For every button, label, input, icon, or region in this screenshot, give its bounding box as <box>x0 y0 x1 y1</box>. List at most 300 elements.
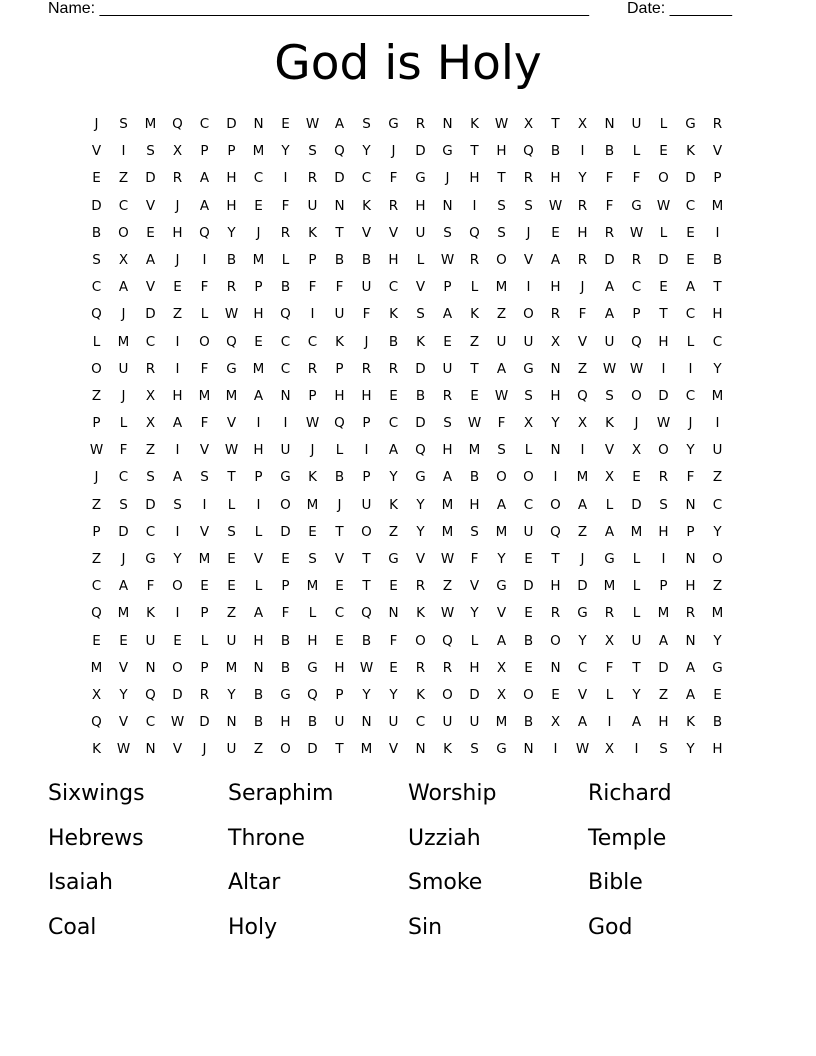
grid-letter: K <box>470 306 479 323</box>
grid-letter: B <box>415 387 426 404</box>
grid-letter: C <box>388 279 399 296</box>
grid-letter: F <box>389 632 398 649</box>
grid-letter: H <box>712 741 723 758</box>
grid-letter: E <box>443 333 452 350</box>
grid-letter: M <box>252 143 265 160</box>
grid-letter: S <box>119 116 128 132</box>
grid-letter: I <box>715 415 720 432</box>
grid-letter: B <box>712 251 723 268</box>
grid-letter: R <box>712 116 723 132</box>
grid-letter: P <box>632 306 641 323</box>
grid-letter: O <box>712 551 723 567</box>
grid-letter: V <box>523 251 534 268</box>
grid-letter: E <box>92 170 101 187</box>
grid-row <box>83 412 731 439</box>
grid-letter: O <box>658 170 669 187</box>
grid-letter: H <box>253 442 264 459</box>
grid-letter: I <box>553 741 558 758</box>
grid-letter: I <box>661 551 666 567</box>
grid-letter: K <box>686 143 695 160</box>
grid-letter: Q <box>631 333 642 350</box>
grid-letter: U <box>334 306 345 323</box>
grid-letter: G <box>280 469 291 486</box>
grid-letter: L <box>605 496 614 513</box>
grid-letter: F <box>119 442 128 459</box>
grid-letter: H <box>550 578 561 595</box>
grid-letter: Q <box>523 143 534 160</box>
grid-letter: R <box>388 197 399 214</box>
grid-letter: M <box>198 551 211 567</box>
grid-letter: U <box>604 333 615 350</box>
grid-letter: V <box>253 551 264 567</box>
grid-letter: U <box>361 496 372 513</box>
grid-letter: R <box>361 360 372 377</box>
grid-letter: J <box>634 415 639 432</box>
grid-letter: X <box>604 469 615 486</box>
grid-letter: S <box>497 197 506 214</box>
grid-letter: E <box>659 279 668 296</box>
grid-letter: V <box>145 197 156 214</box>
grid-row <box>83 494 731 521</box>
grid-letter: S <box>605 387 614 404</box>
grid-letter: Q <box>577 387 588 404</box>
grid-letter: M <box>468 442 481 459</box>
grid-letter: P <box>92 523 101 540</box>
grid-letter: Y <box>416 523 425 540</box>
grid-letter: F <box>308 279 317 296</box>
grid-letter: H <box>469 496 480 513</box>
grid-letter: Z <box>496 306 507 323</box>
grid-letter: Z <box>658 686 669 703</box>
grid-letter: A <box>496 632 507 649</box>
grid-letter: H <box>550 170 561 187</box>
grid-letter: X <box>496 659 507 676</box>
grid-letter: C <box>388 415 399 432</box>
grid-letter: S <box>497 224 506 241</box>
grid-letter: U <box>523 523 534 540</box>
grid-row <box>83 521 731 548</box>
grid-letter: V <box>172 741 183 758</box>
grid-letter: W <box>224 306 239 323</box>
grid-letter: H <box>496 143 507 160</box>
grid-letter: Z <box>442 578 453 595</box>
grid-letter: G <box>631 197 642 214</box>
grid-letter: M <box>603 578 616 595</box>
grid-letter: C <box>118 469 129 486</box>
grid-letter: W <box>602 360 617 377</box>
grid-letter: V <box>712 143 723 160</box>
grid-letter: D <box>145 170 156 187</box>
grid-letter: V <box>145 279 156 296</box>
grid-letter: E <box>686 251 695 268</box>
grid-letter: W <box>305 116 320 132</box>
grid-letter: L <box>524 442 533 459</box>
grid-letter: Q <box>226 333 237 350</box>
grid-letter: Z <box>388 523 399 540</box>
grid-letter: R <box>604 224 615 241</box>
grid-letter: S <box>470 741 479 758</box>
grid-letter: Y <box>578 632 587 649</box>
grid-letter: C <box>199 116 210 132</box>
grid-letter: D <box>145 496 156 513</box>
grid-letter: J <box>310 442 315 459</box>
grid-letter: Z <box>469 333 480 350</box>
grid-letter: A <box>685 686 696 703</box>
grid-row <box>83 358 731 385</box>
grid-letter: T <box>470 360 479 377</box>
grid-row <box>83 738 731 765</box>
grid-letter: A <box>604 306 615 323</box>
grid-letter: V <box>496 605 507 622</box>
grid-letter: B <box>523 632 534 649</box>
grid-letter: B <box>91 224 102 241</box>
grid-letter: B <box>361 632 372 649</box>
grid-letter: R <box>145 360 156 377</box>
grid-letter: A <box>388 442 399 459</box>
grid-letter: B <box>226 251 237 268</box>
grid-letter: Y <box>389 686 398 703</box>
grid-letter: B <box>361 251 372 268</box>
grid-row <box>83 439 731 466</box>
grid-letter: E <box>335 578 344 595</box>
grid-letter: L <box>416 251 425 268</box>
grid-letter: J <box>202 741 207 758</box>
grid-letter: B <box>280 279 291 296</box>
grid-letter: U <box>631 116 642 132</box>
page-title: God is Holy <box>274 36 542 91</box>
grid-letter: R <box>199 686 210 703</box>
grid-letter: U <box>226 632 237 649</box>
grid-letter: J <box>337 496 342 513</box>
word-bank-item: Holy <box>228 914 278 940</box>
grid-letter: G <box>388 116 399 132</box>
grid-letter: N <box>388 605 399 622</box>
grid-letter: Z <box>91 551 102 567</box>
grid-letter: V <box>334 551 345 567</box>
grid-letter: N <box>253 659 264 676</box>
grid-letter: V <box>469 578 480 595</box>
grid-letter: A <box>253 605 264 622</box>
grid-letter: L <box>227 496 236 513</box>
grid-letter: C <box>712 496 723 513</box>
grid-letter: I <box>553 469 558 486</box>
grid-letter: F <box>605 659 614 676</box>
grid-letter: O <box>172 659 183 676</box>
word-bank-item: Bible <box>588 870 643 895</box>
grid-letter: U <box>388 714 399 731</box>
grid-letter: S <box>200 469 209 486</box>
grid-letter: H <box>658 333 669 350</box>
grid-letter: C <box>307 333 318 350</box>
grid-letter: C <box>145 714 156 731</box>
grid-letter: C <box>253 170 264 187</box>
grid-letter: L <box>470 632 479 649</box>
grid-letter: S <box>416 306 425 323</box>
grid-letter: Y <box>713 360 722 377</box>
grid-letter: C <box>280 360 291 377</box>
grid-letter: W <box>170 714 185 731</box>
grid-letter: S <box>659 741 668 758</box>
grid-letter: A <box>604 523 615 540</box>
grid-letter: W <box>89 442 104 459</box>
grid-letter: H <box>658 523 669 540</box>
grid-letter: K <box>686 714 695 731</box>
grid-letter: I <box>661 360 666 377</box>
grid-letter: H <box>550 387 561 404</box>
grid-letter: E <box>281 116 290 132</box>
grid-letter: P <box>686 523 695 540</box>
grid-letter: F <box>605 197 614 214</box>
grid-letter: X <box>118 251 129 268</box>
grid-letter: A <box>334 116 345 132</box>
grid-letter: A <box>577 714 588 731</box>
grid-letter: N <box>226 714 237 731</box>
grid-letter: E <box>173 279 182 296</box>
grid-letter: K <box>416 686 425 703</box>
grid-letter: E <box>173 632 182 649</box>
grid-letter: B <box>469 469 480 486</box>
grid-letter: M <box>252 251 265 268</box>
grid-letter: M <box>495 714 508 731</box>
grid-letter: W <box>494 116 509 132</box>
grid-letter: V <box>577 686 588 703</box>
grid-letter: C <box>91 578 102 595</box>
grid-letter: N <box>604 116 615 132</box>
grid-letter: W <box>467 415 482 432</box>
grid-letter: P <box>254 279 263 296</box>
grid-letter: W <box>440 251 455 268</box>
grid-letter: I <box>175 605 180 622</box>
grid-letter: N <box>253 116 264 132</box>
grid-letter: C <box>577 659 588 676</box>
grid-letter: P <box>92 415 101 432</box>
grid-letter: E <box>551 224 560 241</box>
grid-letter: T <box>659 306 668 323</box>
grid-letter: S <box>308 551 317 567</box>
grid-letter: M <box>711 197 724 214</box>
grid-letter: O <box>523 686 534 703</box>
grid-letter: H <box>307 632 318 649</box>
grid-letter: U <box>442 714 453 731</box>
grid-letter: Y <box>416 496 425 513</box>
grid-letter: E <box>200 578 209 595</box>
grid-letter: B <box>523 714 534 731</box>
grid-letter: V <box>604 442 615 459</box>
grid-letter: X <box>604 632 615 649</box>
grid-letter: L <box>659 224 668 241</box>
grid-letter: T <box>362 551 371 567</box>
grid-letter: E <box>335 632 344 649</box>
grid-letter: O <box>118 224 129 241</box>
grid-letter: N <box>550 360 561 377</box>
grid-letter: R <box>604 605 615 622</box>
grid-letter: I <box>580 442 585 459</box>
grid-letter: L <box>254 578 263 595</box>
grid-letter: P <box>362 415 371 432</box>
grid-letter: Z <box>712 469 723 486</box>
grid-letter: B <box>280 632 291 649</box>
grid-letter: Y <box>119 686 128 703</box>
grid-letter: U <box>226 741 237 758</box>
grid-letter: M <box>711 605 724 622</box>
grid-letter: Q <box>199 224 210 241</box>
grid-letter: U <box>280 442 291 459</box>
grid-letter: R <box>658 469 669 486</box>
grid-letter: L <box>470 279 479 296</box>
grid-row <box>83 466 731 493</box>
grid-letter: Y <box>362 143 371 160</box>
grid-letter: S <box>659 496 668 513</box>
word-bank-item: Coal <box>48 914 97 940</box>
word-bank-item: Altar <box>228 870 281 895</box>
word-bank-item: Richard <box>588 781 672 806</box>
grid-letter: G <box>496 578 507 595</box>
grid-letter: H <box>226 170 237 187</box>
grid-letter: F <box>281 605 290 622</box>
grid-row <box>83 249 731 276</box>
grid-letter: R <box>415 116 426 132</box>
grid-letter: O <box>199 333 210 350</box>
grid-letter: Q <box>91 714 102 731</box>
word-bank-item: Seraphim <box>228 781 334 806</box>
grid-letter: R <box>550 605 561 622</box>
grid-letter: V <box>361 224 372 241</box>
grid-letter: Y <box>686 442 695 459</box>
grid-letter: Y <box>497 551 506 567</box>
grid-letter: O <box>442 686 453 703</box>
grid-letter: R <box>415 578 426 595</box>
grid-letter: M <box>117 333 130 350</box>
grid-letter: W <box>494 387 509 404</box>
grid-letter: A <box>577 496 588 513</box>
grid-letter: K <box>416 605 425 622</box>
grid-letter: E <box>659 143 668 160</box>
grid-letter: A <box>199 197 210 214</box>
grid-letter: K <box>605 415 614 432</box>
grid-letter: X <box>604 741 615 758</box>
grid-letter: F <box>200 415 209 432</box>
grid-letter: M <box>306 496 319 513</box>
grid-letter: K <box>389 496 398 513</box>
grid-letter: Z <box>172 306 183 323</box>
grid-letter: H <box>388 251 399 268</box>
grid-letter: J <box>580 279 585 296</box>
date-field-label: Date: _______ <box>627 0 732 17</box>
grid-letter: C <box>712 333 723 350</box>
word-bank-item: Sin <box>408 914 443 940</box>
grid-letter: Z <box>91 387 102 404</box>
grid-letter: O <box>415 632 426 649</box>
grid-letter: H <box>226 197 237 214</box>
grid-letter: S <box>443 415 452 432</box>
grid-letter: N <box>145 659 156 676</box>
grid-letter: V <box>577 333 588 350</box>
grid-letter: Y <box>578 170 587 187</box>
grid-letter: E <box>389 659 398 676</box>
grid-letter: S <box>173 496 182 513</box>
grid-letter: H <box>172 387 183 404</box>
grid-letter: A <box>118 279 129 296</box>
grid-letter: J <box>445 170 450 187</box>
grid-letter: S <box>146 469 155 486</box>
grid-letter: F <box>200 360 209 377</box>
grid-letter: G <box>685 116 696 132</box>
grid-letter: I <box>283 170 288 187</box>
grid-letter: R <box>442 387 453 404</box>
grid-letter: I <box>202 496 207 513</box>
grid-letter: W <box>548 197 563 214</box>
grid-letter: M <box>630 523 643 540</box>
grid-letter: C <box>145 333 156 350</box>
grid-letter: G <box>712 659 723 676</box>
grid-letter: X <box>172 143 183 160</box>
grid-letter: B <box>388 333 399 350</box>
grid-letter: M <box>576 469 589 486</box>
grid-letter: B <box>307 714 318 731</box>
grid-letter: K <box>146 605 155 622</box>
grid-letter: C <box>334 605 345 622</box>
grid-letter: J <box>121 551 126 567</box>
grid-letter: O <box>496 251 507 268</box>
grid-letter: F <box>335 279 344 296</box>
grid-letter: J <box>364 333 369 350</box>
grid-letter: P <box>200 143 209 160</box>
grid-letter: V <box>415 551 426 567</box>
grid-letter: P <box>443 279 452 296</box>
grid-letter: K <box>92 741 101 758</box>
grid-letter: U <box>631 632 642 649</box>
grid-letter: T <box>713 279 722 296</box>
grid-letter: B <box>712 714 723 731</box>
grid-letter: E <box>254 333 263 350</box>
grid-letter: S <box>362 116 371 132</box>
grid-letter: G <box>523 360 534 377</box>
grid-letter: J <box>526 224 531 241</box>
grid-letter: O <box>91 360 102 377</box>
grid-letter: S <box>227 523 236 540</box>
grid-letter: I <box>175 523 180 540</box>
grid-letter: M <box>198 387 211 404</box>
grid-letter: J <box>121 387 126 404</box>
grid-letter: J <box>94 469 99 486</box>
grid-letter: K <box>470 116 479 132</box>
grid-letter: P <box>713 170 722 187</box>
grid-letter: F <box>200 279 209 296</box>
grid-letter: D <box>631 496 642 513</box>
grid-letter: W <box>359 659 374 676</box>
grid-letter: C <box>91 279 102 296</box>
grid-letter: E <box>524 659 533 676</box>
grid-letter: Y <box>227 686 236 703</box>
grid-letter: C <box>631 279 642 296</box>
grid-letter: A <box>604 279 615 296</box>
grid-letter: G <box>604 551 615 567</box>
grid-letter: K <box>389 306 398 323</box>
grid-letter: X <box>577 116 588 132</box>
grid-letter: R <box>280 224 291 241</box>
grid-letter: G <box>577 605 588 622</box>
grid-letter: B <box>604 143 615 160</box>
grid-letter: W <box>440 551 455 567</box>
grid-letter: A <box>442 306 453 323</box>
word-bank-item: Isaiah <box>48 870 113 895</box>
grid-letter: H <box>550 279 561 296</box>
grid-letter: X <box>145 387 156 404</box>
grid-letter: D <box>226 116 237 132</box>
grid-letter: N <box>550 442 561 459</box>
grid-letter: Q <box>361 605 372 622</box>
grid-letter: A <box>496 496 507 513</box>
